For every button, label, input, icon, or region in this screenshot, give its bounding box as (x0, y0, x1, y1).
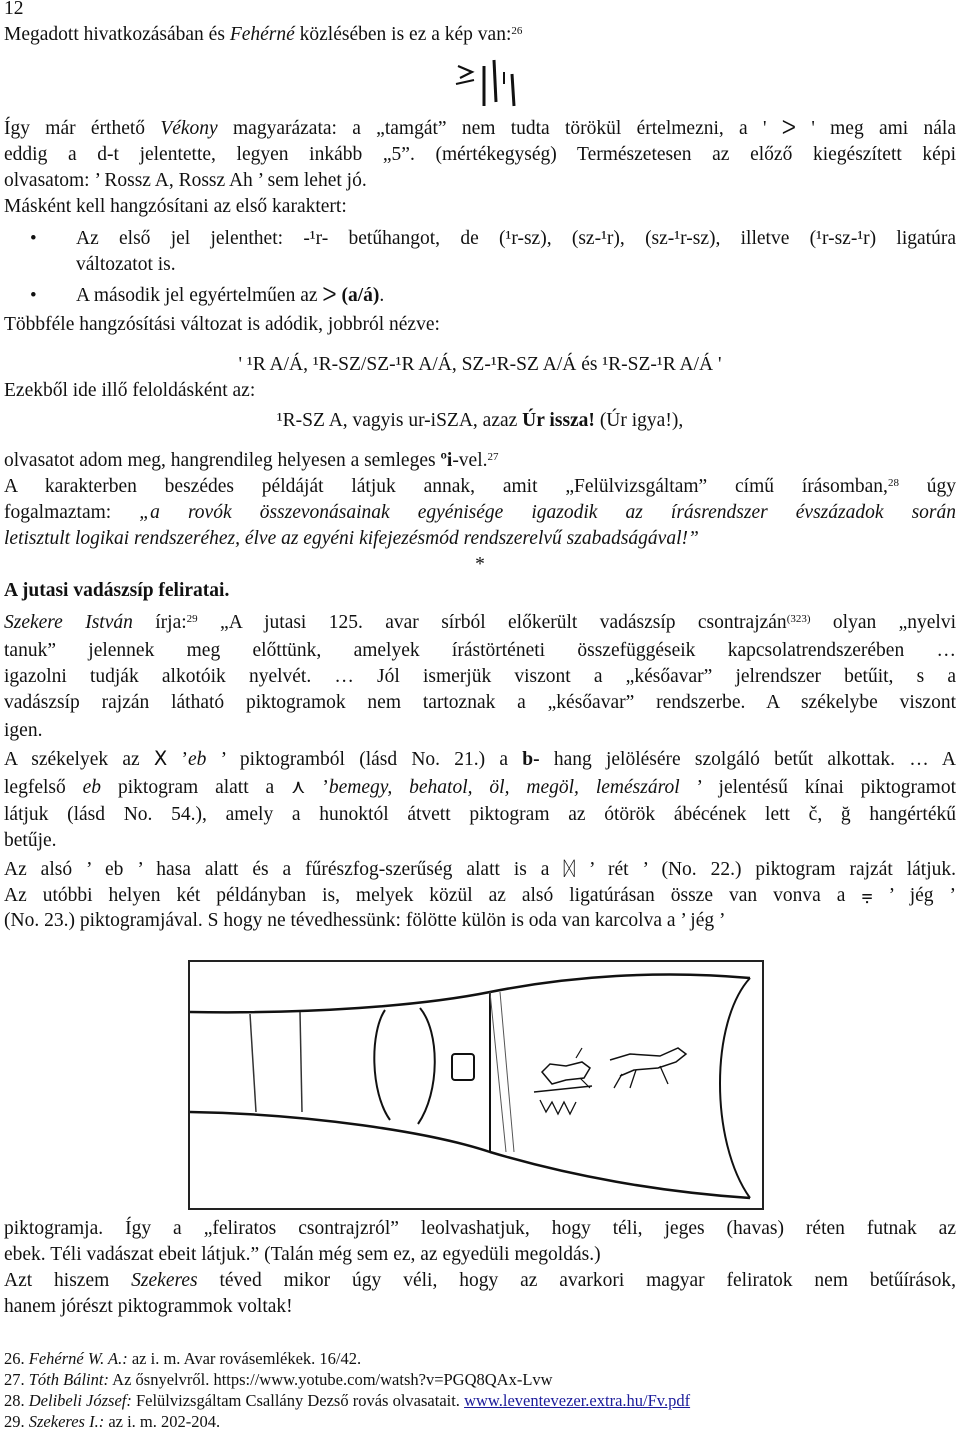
section-separator: * (475, 554, 485, 575)
paragraph-line: legfelső eb piktogram alatt a ⋏ ’bemegy, behatol, öl, megöl, lemészárol ’ jelentésű kínai piktogramot (4, 775, 956, 798)
paragraph-line: Az alsó ’ eb ’ hasa alatt és a fűrészfog-szerűség alatt is a ᛞ ’ rét ’ (No. 22.) piktogram rajzát látjuk. (4, 857, 956, 880)
resolution-line: ¹R-SZ A, vagyis ur-iSZA, azaz Úr issza! (Úr igya!), (276, 410, 684, 431)
page-number: 12 (4, 0, 24, 19)
paragraph-line: vadászsíp rajzán látható piktogramok nem tartoznak a „későavar” rendszerbe. A székelybe viszont (4, 692, 956, 713)
paragraph-line: tanuk” jelennek meg előttünk, amelyek írástörténeti összefüggéseik kapcsolatrendszerében … (4, 640, 956, 661)
paragraph-line: A karakterben beszédes példáját látjuk annak, amit „Felülvizsgáltam” című írásomban,$^{28}$ úgy (4, 476, 957, 497)
paragraph-line: hanem jórészt piktogrammok voltak! (4, 1296, 293, 1317)
paragraph-line: olvasatot adom meg, hangrendileg helyesen a semleges ºi-vel.$^{27}$ (4, 450, 499, 471)
paragraph-line: eddig a d-t jelentette, legyen inkább „5”. (mértékegység) Természetesen az előző kiegészített képi (4, 144, 956, 165)
paragraph-line: fogalmaztam: „a rovók összevonásainak egyénisége igazodik az írásrendszer évszázadok során (4, 502, 957, 523)
bullet-icon: • (30, 285, 37, 306)
bone-whistle-drawing (188, 960, 764, 1210)
paragraph-line: (No. 23.) piktogramjával. S hogy ne tévedhessünk: fölötte külön is oda van karcolva a ’ jég ’ (4, 910, 726, 931)
footnote-link[interactable]: www.leventevezer.extra.hu/Fv.pdf (464, 1391, 691, 1410)
paragraph-line: látjuk (lásd No. 54.), amely a hunoktól átvett piktogram az ótörök ábécének lett č, ğ hangértékű (4, 804, 956, 825)
paragraph-line: Az utóbbi helyen két példányban is, melyek közül az alsó ligatúrásan össze van vonva a ⩦ ’ jég ’ (4, 883, 956, 906)
paragraph-line: Így már érthető Vékony magyarázata: a „tamgát” nem tudta törökül értelmezni, a ' ᐳ ' meg ami nála (4, 118, 956, 139)
section-heading: A jutasi vadászsíp feliratai. (4, 580, 230, 601)
footnote-28: 28. Delibeli József: Felülvizsgáltam Csallány Dezső rovás olvasatait. www.leventevezer.extra.hu/Fv.pdf (4, 1391, 691, 1410)
paragraph-line: Szekere István írja:$^{29}$ „A jutasi 125. avar sírból előkerült vadászsíp csontrajzán$^{(323)}$ olyan „nyelvi (4, 612, 957, 633)
paragraph-line: letisztult logikai rendszeréhez, élve az egyéni kifejezésmód rendszerelvű szabadságával!” (4, 528, 699, 549)
paragraph-line: igazolni tudják alkotóik nyelvét. … Jól ismerjük viszont a „későavar” jelrendszer betűit, s a (4, 666, 956, 687)
paragraph-line: Többféle hangzósítási változat is adódik, jobbról nézve: (4, 314, 440, 335)
paragraph-line: betűje. (4, 830, 57, 851)
footnote-29: 29. Szekeres I.: az i. m. 202-204. (4, 1412, 221, 1431)
paragraph-line: Ezekből ide illő feloldásként az: (4, 380, 256, 401)
footnote-27: 27. Tóth Bálint: Az ősnyelvről. https://www.yotube.com/watsh?v=PGQ8QAx-Lvw (4, 1370, 553, 1389)
footnote-26: 26. Fehérné W. A.: az i. m. Avar rovásemlékek. 16/42. (4, 1349, 362, 1368)
inscription-sketch (454, 58, 526, 110)
paragraph-line: igen. (4, 720, 43, 741)
paragraph-line: olvasatom: ’ Rossz A, Rossz Ah ’ sem lehet jó. (4, 170, 367, 191)
paragraph-line: Másként kell hangzósítani az első karaktert: (4, 196, 347, 217)
reading-variants: ' ¹R A/Á, ¹R-SZ/SZ-¹R A/Á, SZ-¹R-SZ A/Á és ¹R-SZ-¹R A/Á ' (238, 354, 722, 375)
paragraph-line: ebek. Téli vadászat ebeit látjuk.” (Talán még sem ez, az egyedüli megoldás.) (4, 1244, 601, 1265)
bullet-item: A második jel egyértelműen az ᐳ (a/á). (76, 285, 385, 306)
paragraph-line: Megadott hivatkozásában és Fehérné közlésében is ez a kép van:$^{26}$ (4, 24, 523, 45)
paragraph-line: piktogramja. Így a „feliratos csontrajzról” leolvashatjuk, hogy téli, jeges (havas) réten futnak az (4, 1218, 956, 1239)
paragraph-line: Azt hiszem Szekeres téved mikor úgy véli, hogy az avarkori magyar feliratok nem betűírások, (4, 1270, 956, 1291)
bullet-icon: • (30, 228, 37, 249)
bullet-item: Az első jel jelenthet: -¹r- betűhangot, de (¹r-sz), (sz-¹r), (sz-¹r-sz), illetve (¹r-sz-¹r) ligatúra (76, 228, 956, 249)
bullet-item-continuation: változatot is. (76, 254, 176, 275)
paragraph-line: A székelyek az X ’eb ’ piktogramból (lásd No. 21.) a b- hang jelölésére szolgáló betűt alkottak. … A (4, 747, 956, 770)
